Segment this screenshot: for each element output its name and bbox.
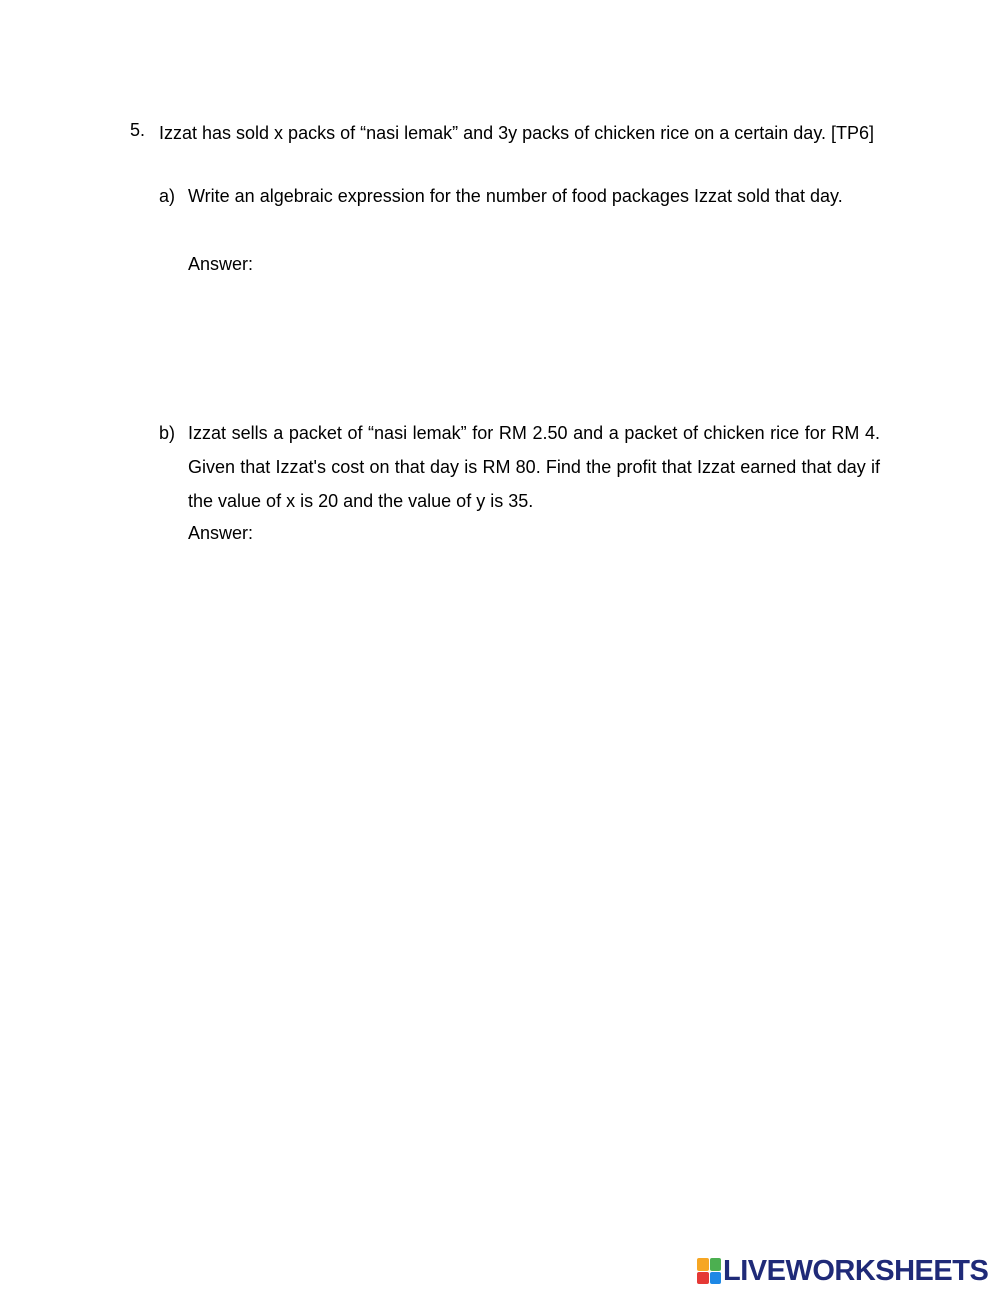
logo-square-3 (697, 1272, 709, 1285)
question-text: Izzat has sold x packs of “nasi lemak” and 3y packs of chicken rice on a certain day. [TP6] (159, 123, 874, 143)
logo-mark-icon (697, 1258, 721, 1284)
question-number: 5. (130, 120, 146, 140)
part-b-text: Izzat sells a packet of “nasi lemak” for RM 2.50 and a packet of chicken rice for RM 4. Given that Izzat's cost on that day is RM 80. Find the profit that Izzat earned that day if the value of x is 20 and the value of y is 35. (188, 423, 880, 511)
part-a-label: a) (159, 186, 176, 206)
liveworksheets-logo[interactable] (697, 1255, 988, 1287)
logo-square-4 (710, 1272, 722, 1285)
part-a-answer-label: Answer: (188, 254, 254, 274)
part-b-answer-label: Answer: (188, 523, 254, 543)
part-b-label: b) (159, 423, 176, 443)
logo-square-2 (710, 1258, 722, 1271)
logo-text: LIVEWORKSHEETS (723, 1255, 989, 1287)
part-a-text: Write an algebraic expression for the number of food packages Izzat sold that day. (188, 186, 843, 206)
logo-square-1 (697, 1258, 709, 1271)
